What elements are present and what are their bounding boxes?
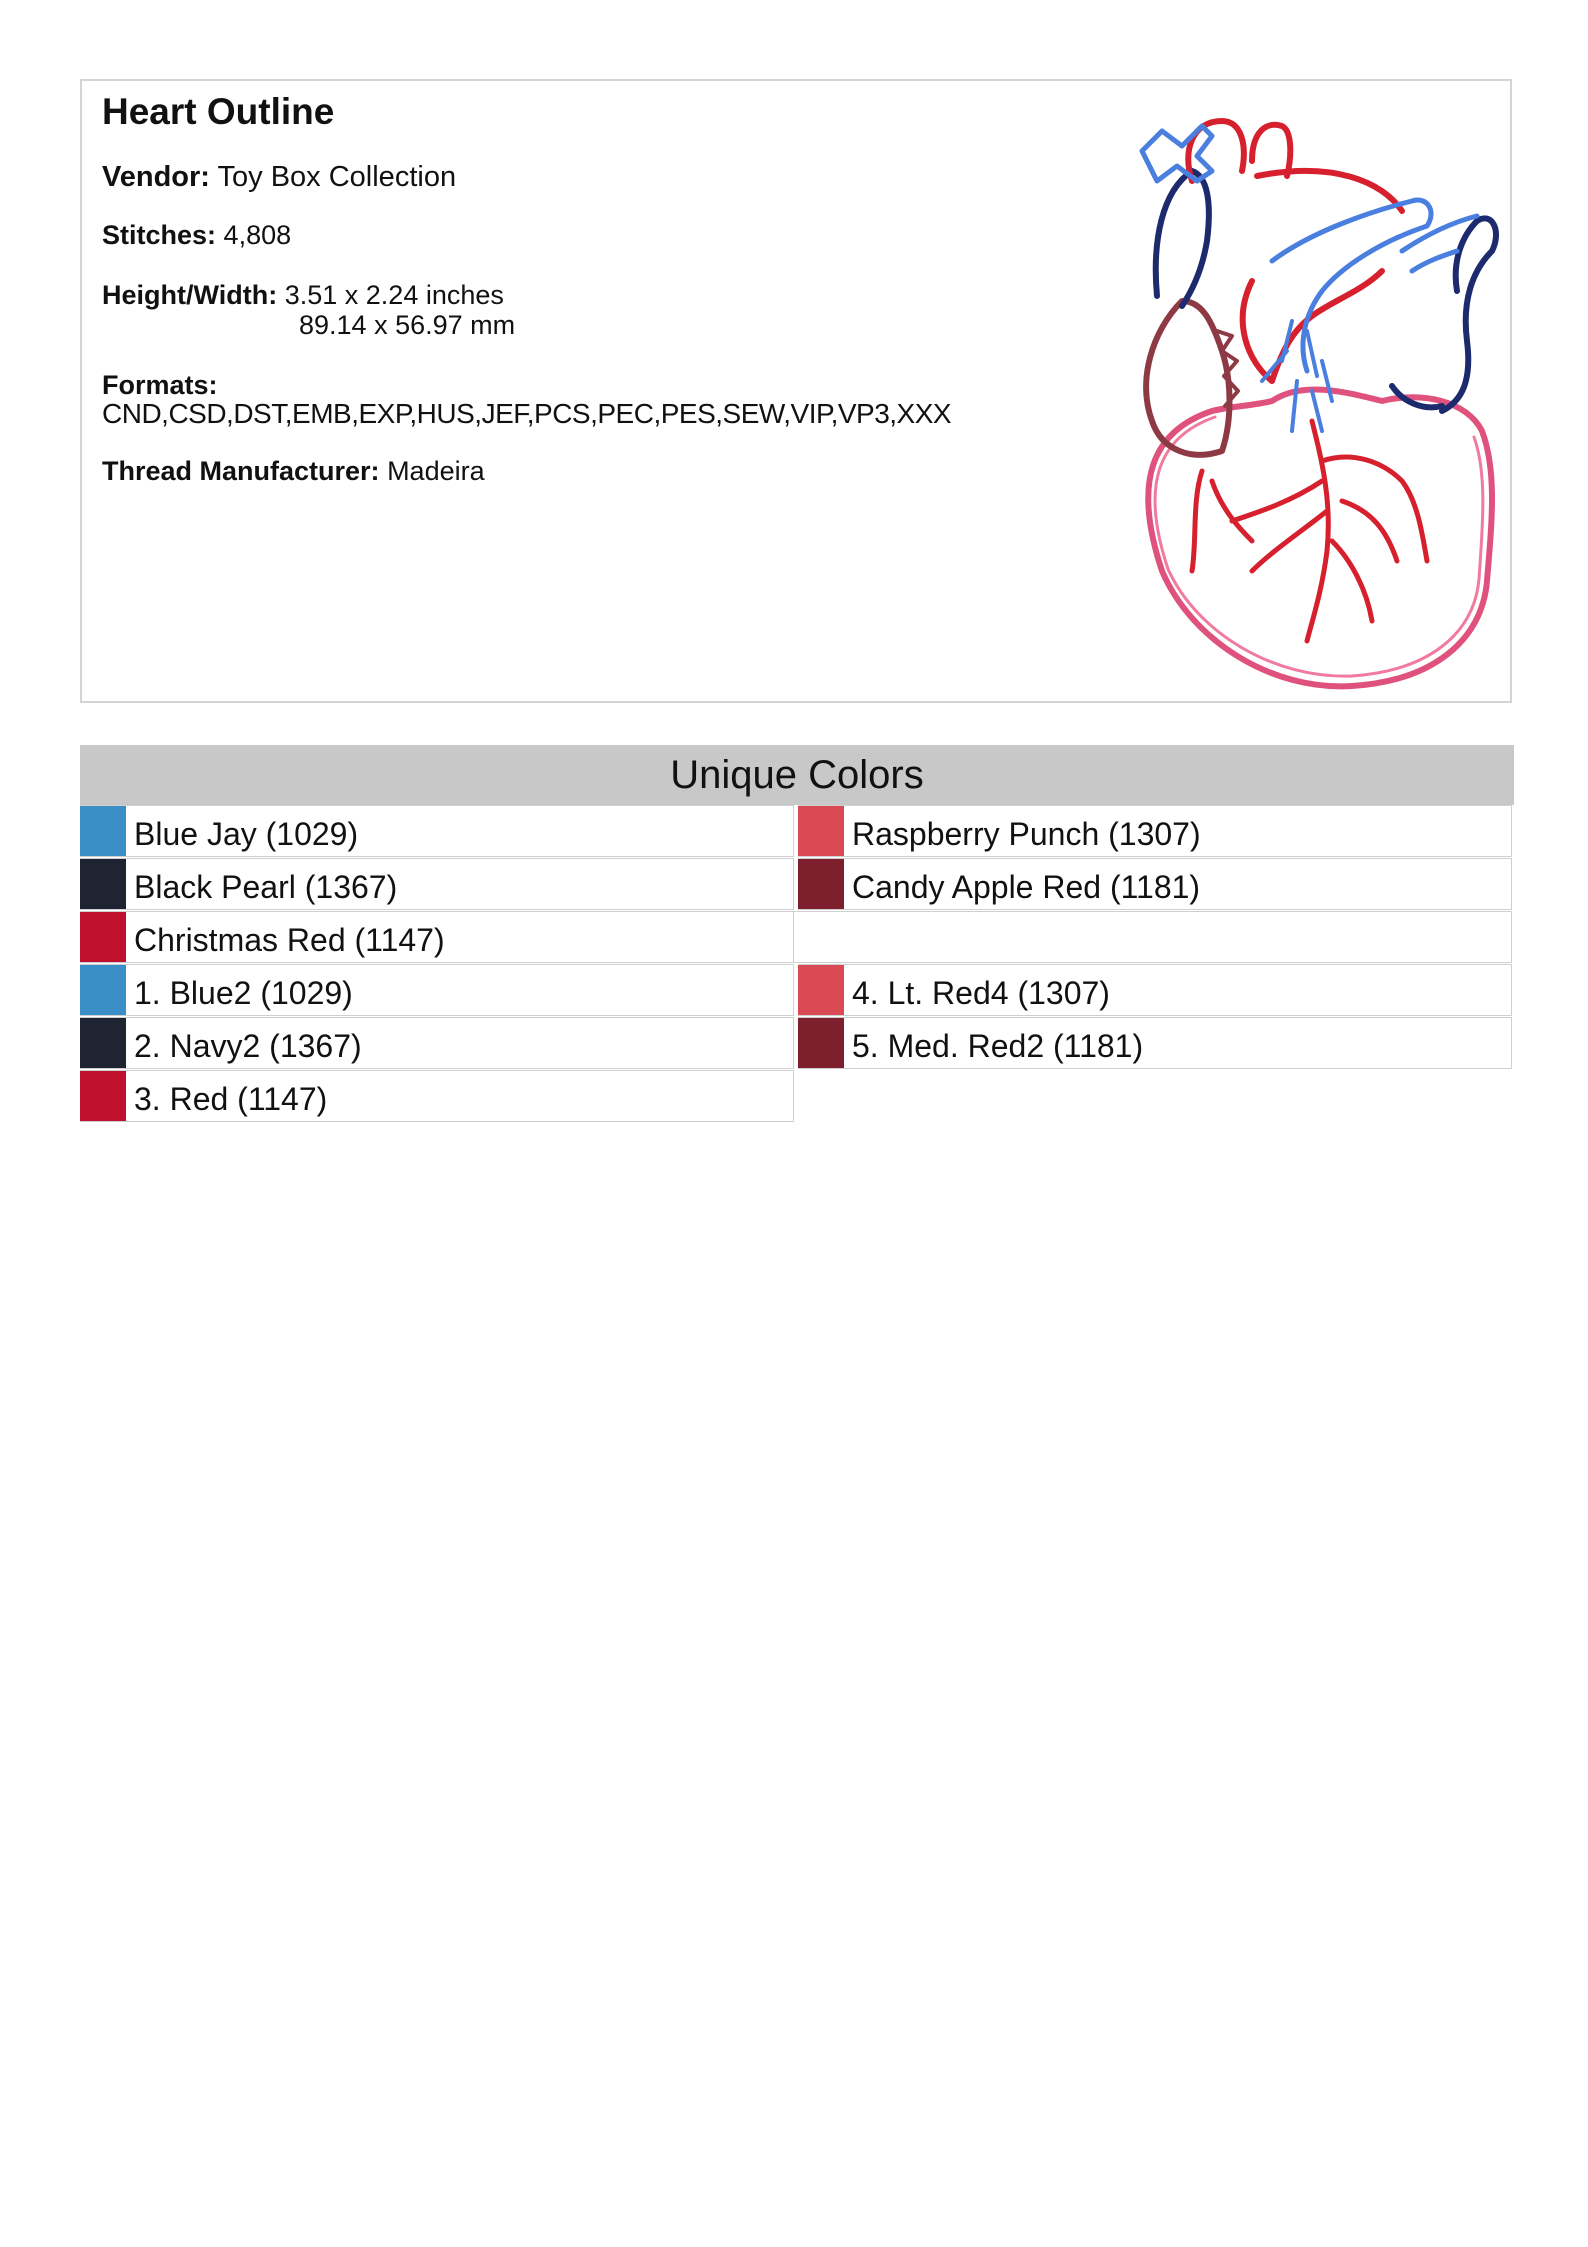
thread-value: Madeira [387, 456, 485, 486]
thread-row [102, 456, 485, 487]
color-swatch [80, 1018, 126, 1068]
color-grid [80, 805, 1514, 1185]
color-label: 4. Lt. Red4 (1307) [852, 975, 1110, 1011]
color-swatch [80, 912, 126, 962]
formats-label: Formats: [102, 370, 218, 400]
color-label: 1. Blue2 (1029) [134, 975, 353, 1011]
stitches-row [102, 220, 291, 251]
color-swatch [80, 965, 126, 1015]
unique-colors-heading: Unique Colors [80, 745, 1514, 805]
color-label: Candy Apple Red (1181) [852, 869, 1201, 905]
height-width-label: Height/Width: [102, 280, 278, 310]
stitches-label: Stitches: [102, 220, 217, 250]
color-swatch-row [80, 1070, 794, 1122]
empty-cell [794, 911, 1512, 963]
color-swatch [80, 859, 126, 909]
color-swatch [798, 965, 844, 1015]
stitches-value: 4,808 [223, 220, 292, 250]
vendor-value: Toy Box Collection [217, 161, 457, 193]
color-swatch-row [80, 1017, 794, 1069]
thread-label: Thread Manufacturer: [102, 456, 380, 486]
formats-label-row [102, 370, 218, 401]
color-label: 2. Navy2 (1367) [134, 1028, 362, 1064]
height-width-row [102, 280, 504, 311]
color-label: 3. Red (1147) [134, 1081, 328, 1117]
unique-colors-section [80, 745, 1514, 1185]
color-label: Christmas Red (1147) [134, 922, 445, 958]
vendor-row [102, 161, 456, 194]
color-swatch [798, 859, 844, 909]
color-swatch-row [80, 964, 794, 1016]
color-label: 5. Med. Red2 (1181) [852, 1028, 1144, 1064]
color-label: Raspberry Punch (1307) [852, 816, 1201, 852]
color-swatch-row [798, 858, 1512, 910]
color-swatch-row [80, 858, 794, 910]
heart-design-image [1082, 101, 1588, 691]
color-label: Blue Jay (1029) [134, 816, 359, 852]
formats-list: CND,CSD,DST,EMB,EXP,HUS,JEF,PCS,PEC,PES,SEW,VIP,VP3,XXX [102, 398, 952, 429]
color-swatch [798, 1018, 844, 1068]
height-width-inches: 3.51 x 2.24 inches [284, 280, 504, 310]
color-swatch-row [80, 805, 794, 857]
color-swatch-row [798, 1017, 1512, 1069]
color-swatch [80, 806, 126, 856]
color-swatch-row [80, 911, 794, 963]
design-info-box [80, 79, 1512, 703]
vendor-label: Vendor: [102, 161, 210, 193]
color-swatch [80, 1071, 126, 1121]
color-swatch [798, 806, 844, 856]
color-label: Black Pearl (1367) [134, 869, 398, 905]
color-swatch-row [798, 964, 1512, 1016]
height-width-mm: 89.14 x 56.97 mm [299, 310, 516, 340]
design-title: Heart Outline [102, 91, 335, 132]
color-swatch-row [798, 805, 1512, 857]
